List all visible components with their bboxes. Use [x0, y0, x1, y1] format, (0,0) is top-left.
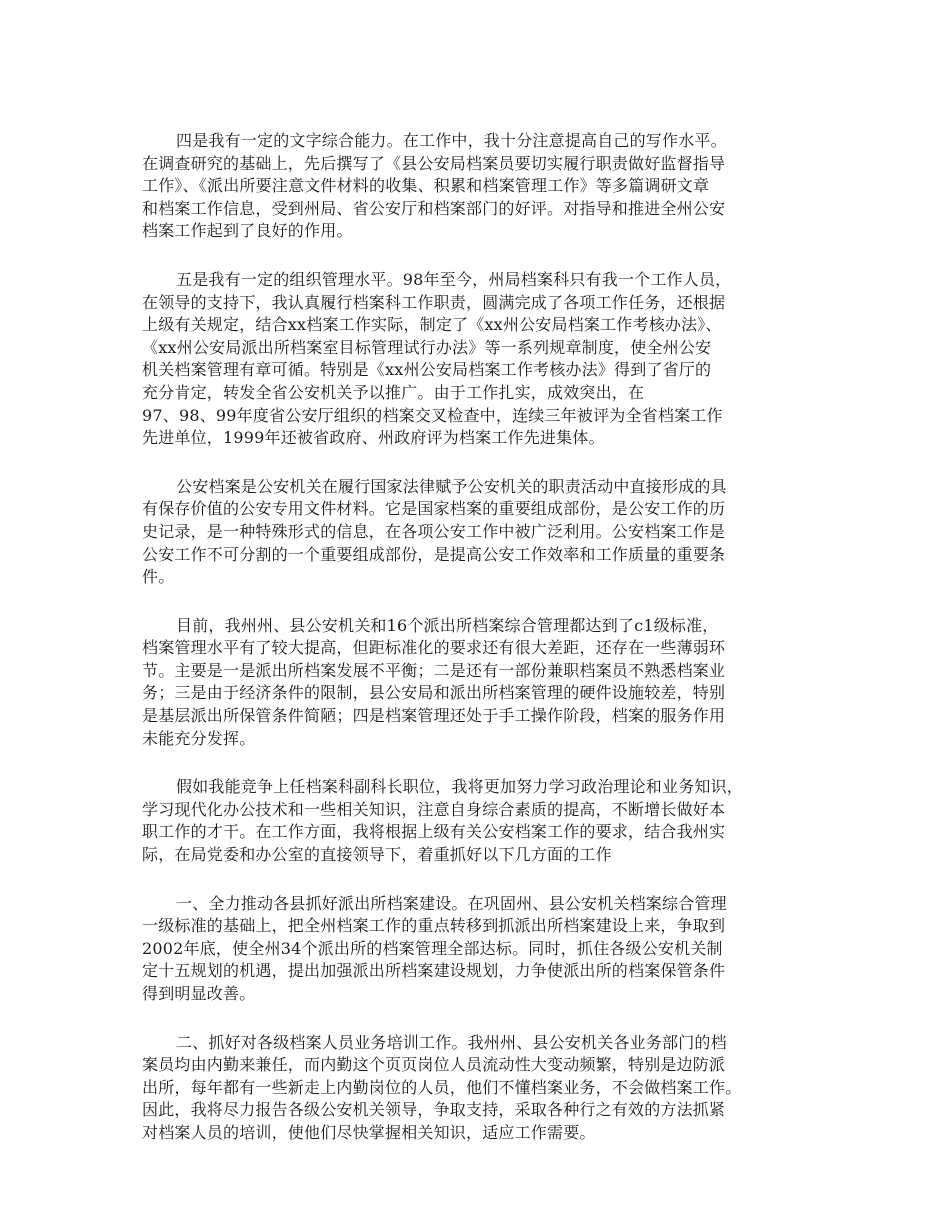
- paragraph-writing-ability: [142, 130, 822, 243]
- text-line: 因此，我将尽力报告各级公安机关领导，争取支持，采取各种行之有效的方法抓紧: [142, 1100, 726, 1120]
- text-line: 机关档案管理有章可循。特别是《xx州公安局档案工作考核办法》得到了省厅的: [142, 360, 712, 380]
- text-line: 五是我有一定的组织管理水平。98年至今，州局档案科只有我一个工作人员，: [176, 269, 732, 289]
- text-line: 档案工作起到了良好的作用。: [142, 221, 353, 241]
- text-line: 际，在局党委和办公室的直接领导下，着重抓好以下几方面的工作: [142, 845, 612, 865]
- text-line: 一、全力推动各县抓好派出所档案建设。在巩固州、县公安机关档案综合管理: [176, 893, 727, 913]
- text-line: 未能充分发挥。: [142, 728, 256, 748]
- text-line: 97、98、99年度省公安厅组织的档案交叉检查中，连续三年被评为全省档案工作: [142, 405, 723, 425]
- paragraph-plan-item-two: [142, 1032, 822, 1145]
- text-line: 出所，每年都有一些新走上内勤岗位的人员，他们不懂档案业务，不会做档案工作。: [142, 1077, 742, 1097]
- paragraph-work-plan-intro: [142, 776, 822, 866]
- text-line: 公安档案是公安机关在履行国家法律赋予公安机关的职责活动中直接形成的具: [176, 476, 727, 496]
- text-line: 上级有关规定，结合xx档案工作实际，制定了《xx州公安局档案工作考核办法》、: [142, 315, 722, 335]
- document-body: [142, 130, 822, 1171]
- text-line: 在领导的支持下，我认真履行档案科工作职责，圆满完成了各项工作任务，还根据: [142, 292, 726, 312]
- text-line: 和档案工作信息，受到州局、省公安厅和档案部门的好评。对指导和推进全州公安: [142, 198, 726, 218]
- text-line: 得到明显改善。: [142, 984, 256, 1003]
- text-line: 档案管理水平有了较大提高，但距标准化的要求还有很大差距，还存在一些薄弱环: [142, 638, 726, 658]
- text-line: 学习现代化办公技术和一些相关知识，注意自身综合素质的提高，不断增长做好本: [142, 799, 726, 819]
- paragraph-current-status: [142, 615, 822, 751]
- text-line: 2002年底，使全州34个派出所的档案管理全部达标。同时，抓住各级公安机关制: [142, 938, 723, 958]
- text-line: 务；三是由于经济条件的限制，县公安局和派出所档案管理的硬件设施较差，特别: [142, 683, 726, 703]
- text-line: 史记录，是一种特殊形式的信息，在各项公安工作中被广泛利用。公安档案工作是: [142, 521, 726, 541]
- text-line: 假如我能竞争上任档案科副科长职位，我将更加努力学习政治理论和业务知识，: [176, 777, 744, 797]
- text-line: 职工作的才干。在工作方面，我将根据上级有关公安档案工作的要求，结合我州实: [142, 822, 726, 842]
- text-line: 四是我有一定的文字综合能力。在工作中，我十分注意提高自己的写作水平。: [176, 131, 727, 150]
- text-line: 一级标准的基础上，把全州档案工作的重点转移到抓派出所档案建设上来，争取到: [142, 916, 726, 936]
- text-line: 节。主要是一是派出所档案发展不平衡；二是还有一部份兼职档案员不熟悉档案业: [142, 660, 726, 680]
- paragraph-archives-definition: [142, 476, 822, 589]
- text-line: 有保存价值的公安专用文件材料。它是国家档案的重要组成部份，是公安工作的历: [142, 499, 726, 519]
- text-line: 定十五规划的机遇，提出加强派出所档案建设规划，力争使派出所的档案保管条件: [142, 961, 726, 981]
- text-line: 充分肯定，转发全省公安机关予以推广。由于工作扎实，成效突出，在: [142, 382, 645, 402]
- paragraph-management-ability: [142, 269, 822, 450]
- text-line: 二、抓好对各级档案人员业务培训工作。我州州、县公安机关各业务部门的档: [176, 1032, 727, 1052]
- text-line: 案员均由内勤来兼任，而内勤这个页页岗位人员流动性大变动频繁，特别是边防派: [142, 1055, 726, 1075]
- text-line: 先进单位，1999年还被省政府、州政府评为档案工作先进集体。: [142, 428, 605, 448]
- text-line: 公安工作不可分割的一个重要组成部份，是提高公安工作效率和工作质量的重要条: [142, 544, 726, 564]
- text-line: 对档案人员的培训，使他们尽快掌握相关知识，适应工作需要。: [142, 1122, 596, 1142]
- text-line: 《xx州公安局派出所档案室目标管理试行办法》等一系列规章制度，使全州公安: [142, 337, 712, 357]
- text-line: 件。: [142, 567, 175, 587]
- text-line: 是基层派出所保管条件简陋；四是档案管理还处于手工操作阶段，档案的服务作用: [142, 706, 726, 726]
- text-line: 在调查研究的基础上，先后撰写了《县公安局档案员要切实履行职责做好监督指导: [142, 153, 726, 173]
- paragraph-plan-item-one: [142, 893, 822, 1006]
- text-line: 目前，我州州、县公安机关和16个派出所档案综合管理都达到了c1级标准，: [176, 615, 719, 635]
- text-line: 工作》、《派出所要注意文件材料的收集、积累和档案管理工作》等多篇调研文章: [142, 176, 710, 196]
